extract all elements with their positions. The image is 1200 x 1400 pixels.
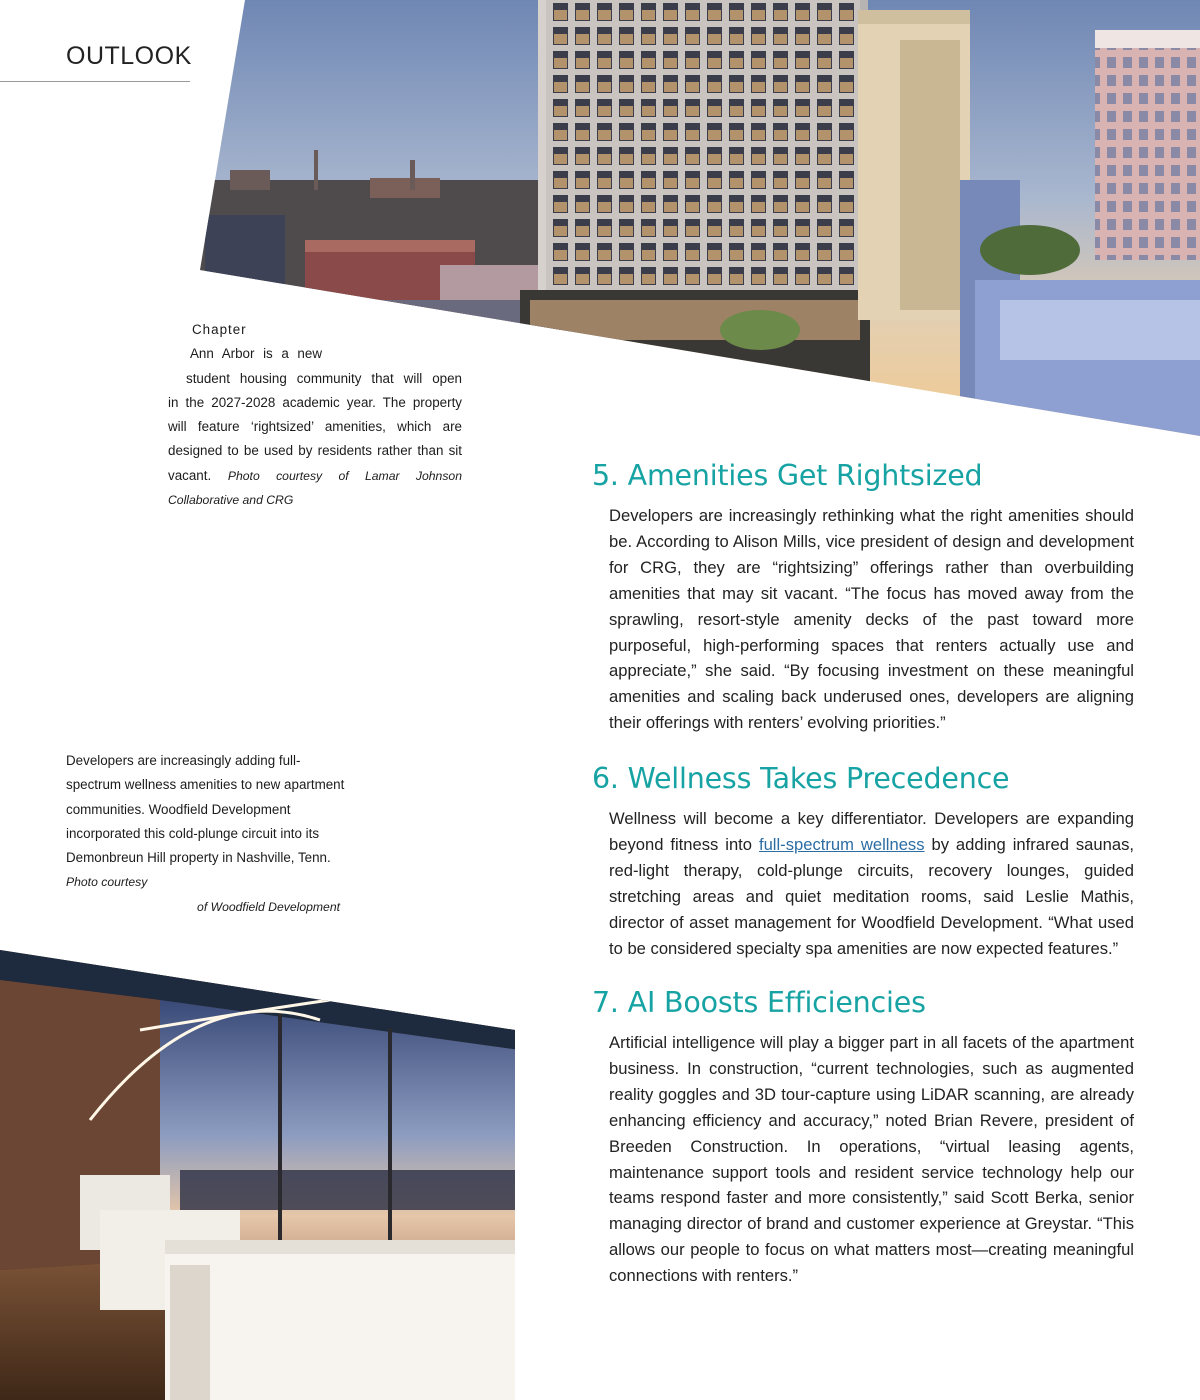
caption-line: student housing community that will open [186, 370, 462, 386]
article-section-amenities [592, 458, 1134, 736]
photo-credit: Photo courtesy [66, 875, 148, 890]
spa-photo-caption [66, 749, 348, 919]
section-body: Developers are increasingly rethinking what the right amenities should be. According to Alison Mills, vice president of design and development for CRG, they are “rightsizing” offerings rather than overbuilding amenities that may sit vacant. “The focus has moved away from the sprawling, resort-style amenity decks of the past toward more purposeful, high-performing spaces that renters actually use and appreciate,” she said. “By focusing investment on these meaningful amenities and scaling back underused ones, developers are aligning their offerings with renters’ evolving priorities.” [609, 506, 1134, 733]
header-divider [0, 81, 190, 82]
section-heading: 5. Amenities Get Rightsized [592, 459, 983, 492]
photo-credit: Photo courtesy of Lamar Johnson Collaborative and CRG [168, 468, 462, 508]
spa-photo-cold-plunge [0, 940, 520, 1400]
caption-line: Chapter [192, 322, 247, 337]
hero-photo-caption [160, 318, 462, 512]
caption-line: Ann Arbor is a new [190, 346, 322, 362]
full-spectrum-wellness-link[interactable]: full-spectrum wellness [758, 834, 925, 854]
caption-body: in the 2027-2028 academic year. The property will feature ‘rightsized’ amenities, which are designed to be used by residents rather than sit vacant. Photo courtesy of Lamar Johnson Collaborative and CRG [168, 394, 462, 508]
caption-body: Developers are increasingly adding full-spectrum wellness amenities to new apartment communities. Woodfield Development incorporated this cold-plunge circuit into its Demonbreun Hill property in Nashville, Tenn. [66, 753, 345, 866]
photo-credit-continued: of Woodfield Development [197, 899, 340, 914]
section-label: OUTLOOK [66, 42, 192, 70]
section-body: Artificial intelligence will play a bigger part in all facets of the apartment business. In construction, “current technologies, such as augmented reality goggles and 3D tour-capture using LiDAR scanning, are already enhancing efficiency and accuracy,” noted Brian Revere, president of Breeden Construction. In operations, “virtual leasing agents, maintenance support tools and resident service technology help our teams respond faster and more consistently,” said Scott Berka, senior managing director of brand and customer experience at Greystar. “This allows our people to focus on what matters most—creating meaningful connections with renters.” [609, 1033, 1134, 1286]
section-body: Wellness will become a key differentiator. Developers are expanding beyond fitness into full-spectrum wellness by adding infrared saunas, red-light therapy, cold-plunge circuits, recovery lounges, guided stretching areas and quiet meditation rooms, said Leslie Mathis, director of asset management for Woodfield Development. “What used to be considered specialty spa amenities are now expected features.” [609, 809, 1135, 958]
section-heading: 6. Wellness Takes Precedence [592, 762, 1010, 795]
section-heading: 7. AI Boosts Efficiencies [592, 986, 926, 1019]
article-section-ai [592, 985, 1134, 1289]
article-section-wellness [592, 761, 1134, 961]
